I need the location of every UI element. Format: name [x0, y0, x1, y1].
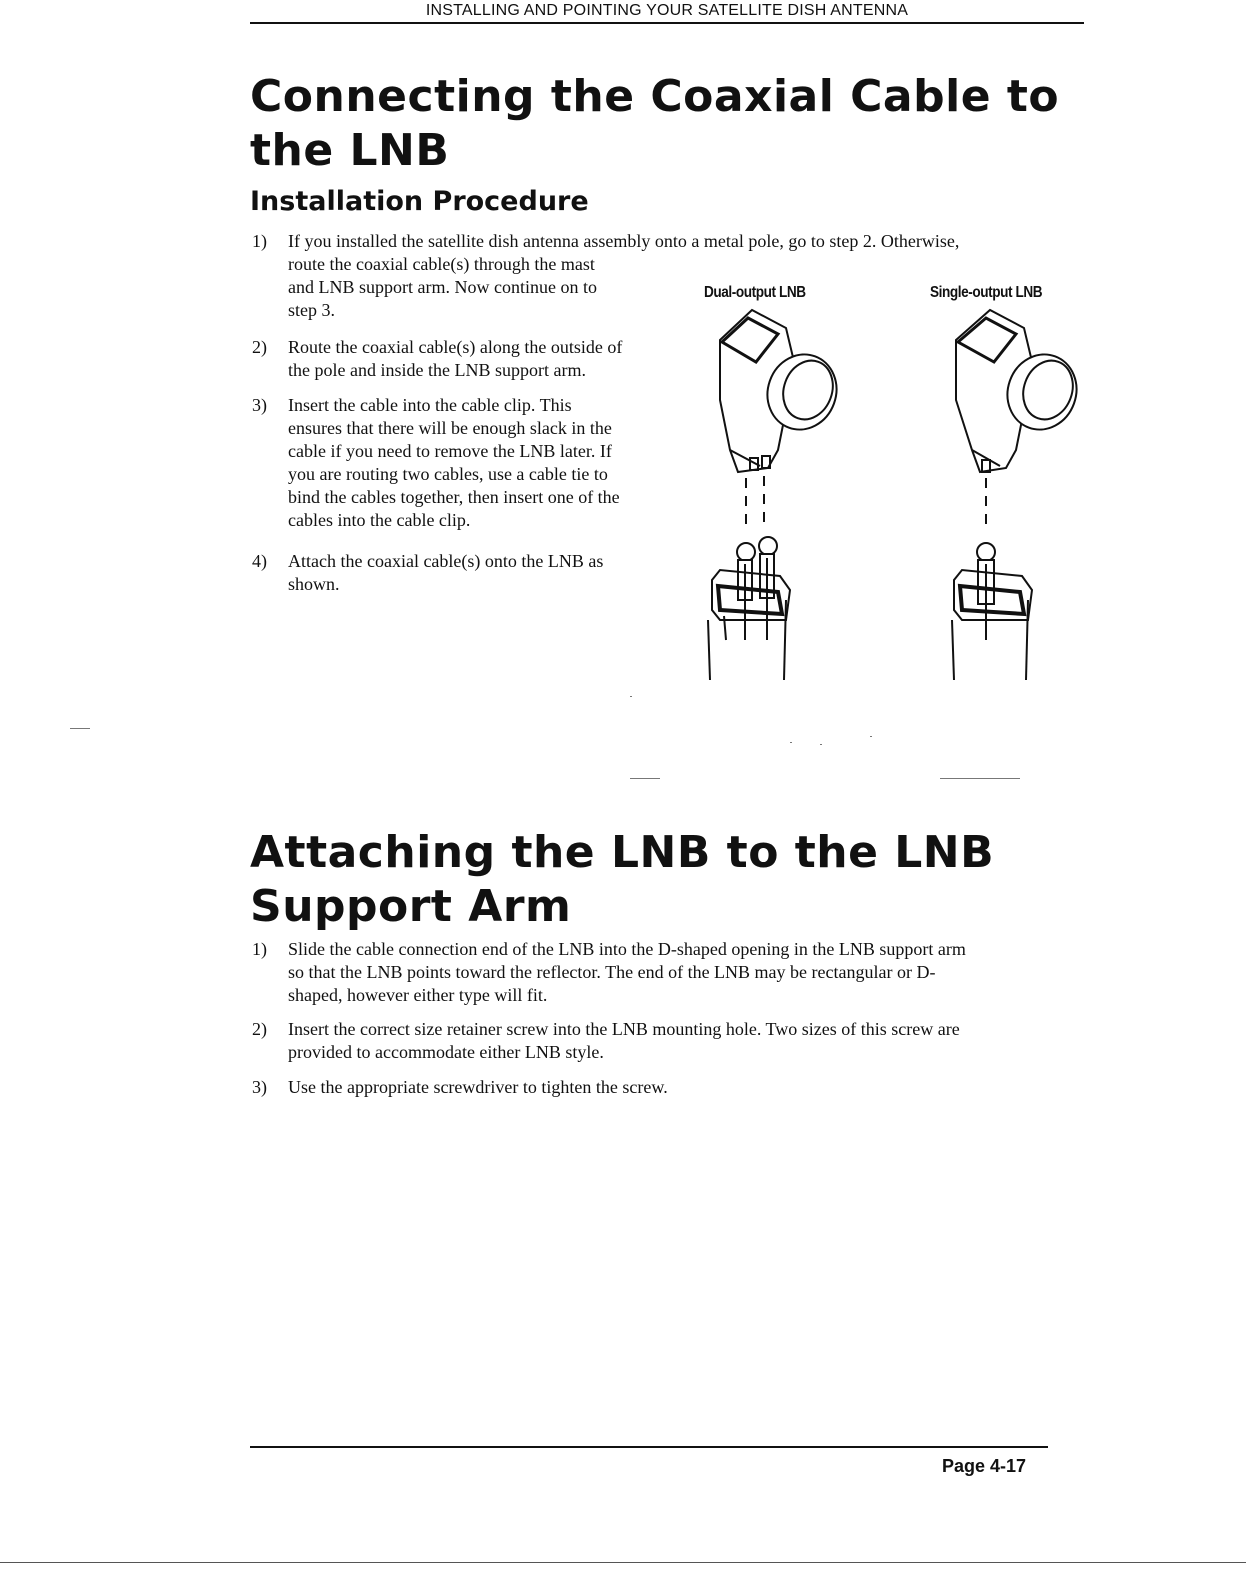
- scan-edge-line: [0, 1562, 1246, 1563]
- step-number: 4): [252, 551, 267, 571]
- step-line: step 3.: [288, 300, 335, 320]
- page-number: Page 4-17: [942, 1456, 1027, 1476]
- step-line: shown.: [288, 574, 340, 594]
- running-header: INSTALLING AND POINTING YOUR SATELLITE DISH ANTENNA: [425, 2, 909, 19]
- step-line: the pole and inside the LNB support arm.: [288, 360, 586, 380]
- step-line: cables into the cable clip.: [288, 510, 471, 530]
- scan-speck: [790, 742, 792, 743]
- section2-title-line2: Support Arm: [250, 881, 572, 932]
- scan-speck: [630, 778, 660, 779]
- section1-title: [250, 70, 1110, 178]
- step-line: so that the LNB points toward the reflector. The end of the LNB may be rectangular or D-: [288, 962, 936, 982]
- single-output-label: Single-output LNB: [930, 284, 1043, 301]
- step-line: Slide the cable connection end of the LNB into the D-shaped opening in the LNB support arm: [288, 939, 966, 959]
- scan-speck: [820, 744, 822, 745]
- step-line: Attach the coaxial cable(s) onto the LNB as: [288, 551, 604, 571]
- step-line: Use the appropriate screwdriver to tighten the screw.: [288, 1077, 668, 1097]
- step-line: Route the coaxial cable(s) along the outside of: [288, 337, 623, 357]
- step-number: 1): [252, 939, 267, 959]
- step-line: ensures that there will be enough slack in the: [288, 418, 612, 438]
- step-line: provided to accommodate either LNB style.: [288, 1042, 604, 1062]
- lnb-figure: [690, 280, 1090, 700]
- section2-step-2: [252, 1018, 1088, 1064]
- section1-step-4: [252, 550, 688, 596]
- step-line: Insert the cable into the cable clip. This: [288, 395, 572, 415]
- scan-speck: [70, 728, 90, 729]
- section2-step-1: [252, 938, 1088, 1007]
- dual-output-lnb-drawing: [708, 310, 847, 680]
- step-line: If you installed the satellite dish antenna assembly onto a metal pole, go to step 2. Otherwise,: [288, 231, 960, 251]
- section1-title-line2: the LNB: [250, 125, 450, 176]
- section2-title-line1: Attaching the LNB to the LNB: [250, 827, 995, 878]
- section1-step-2: [252, 336, 688, 382]
- section1-step-3: [252, 394, 688, 532]
- step-number: 1): [252, 231, 267, 251]
- scan-speck: [630, 696, 632, 697]
- step-line: you are routing two cables, use a cable tie to: [288, 464, 608, 484]
- step-line: route the coaxial cable(s) through the mast: [288, 254, 595, 274]
- section1-subtitle: Installation Procedure: [250, 186, 589, 217]
- step-number: 2): [252, 1019, 267, 1039]
- section1-title-line1: Connecting the Coaxial Cable to: [250, 71, 1060, 122]
- step-line: bind the cables together, then insert one of the: [288, 487, 620, 507]
- step-number: 3): [252, 1077, 267, 1097]
- header-rule: [250, 22, 1084, 24]
- section2-step-3: [252, 1076, 1088, 1099]
- single-output-lnb-drawing: [952, 310, 1087, 680]
- step-line: cable if you need to remove the LNB later. If: [288, 441, 612, 461]
- dual-output-label: Dual-output LNB: [704, 284, 806, 301]
- step-line: shaped, however either type will fit.: [288, 985, 548, 1005]
- step-line: and LNB support arm. Now continue on to: [288, 277, 597, 297]
- step-number: 3): [252, 395, 267, 415]
- scan-speck: [870, 736, 872, 737]
- scan-speck: [940, 778, 1020, 779]
- step-line: Insert the correct size retainer screw into the LNB mounting hole. Two sizes of this screw are: [288, 1019, 960, 1039]
- step-number: 2): [252, 337, 267, 357]
- section2-title: [250, 826, 1110, 934]
- lnb-illustration: [690, 280, 1090, 700]
- footer-rule: [250, 1446, 1048, 1448]
